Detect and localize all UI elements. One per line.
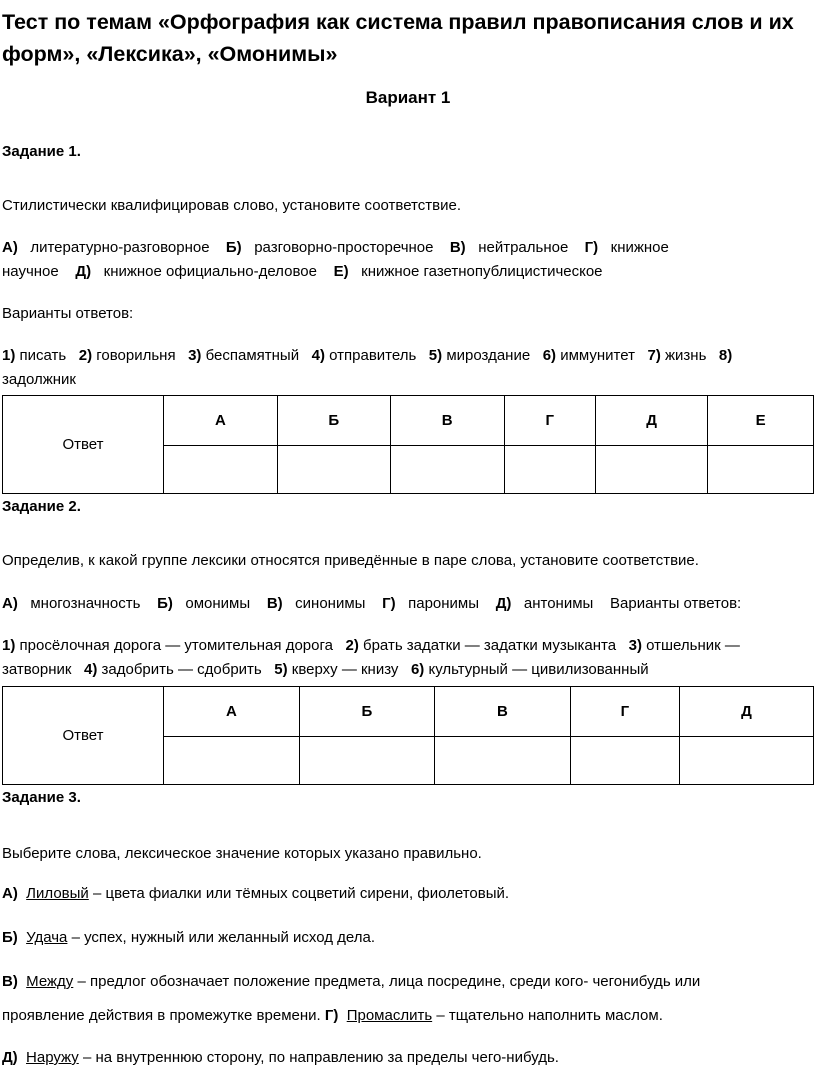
option-text: антонимы <box>523 595 594 612</box>
task2-answers-line2: затворник 4) задобрить — сдобрить 5) кверху — книзу 6) культурный — цивилизованный <box>2 661 649 678</box>
task1-answers-line2: задолжник <box>2 371 76 388</box>
answer-text: иммунитет <box>560 347 635 364</box>
option-text: нейтральное <box>478 239 569 256</box>
option-text: литературно-разговорное <box>30 239 210 256</box>
task2-instruction: Определив, к какой группе лексики относятся приведённые в паре слова, установите соответствие. <box>2 552 699 569</box>
option-letter: Е) <box>333 263 349 280</box>
task1-heading: Задание 1. <box>2 143 81 160</box>
answer-num: 2) <box>78 347 93 364</box>
task1-answer-table <box>2 395 814 494</box>
option-letter: Б) <box>225 239 242 256</box>
answer-cell[interactable] <box>679 737 813 785</box>
option-text: омонимы <box>185 595 251 612</box>
answer-cell[interactable] <box>390 446 504 494</box>
table-column-header: Д <box>595 396 707 446</box>
table-column-header: Б <box>299 687 434 737</box>
item-word: Лиловый <box>26 885 89 902</box>
option-letter: Д) <box>495 595 512 612</box>
answer-text: жизнь <box>665 347 707 364</box>
item-definition: – успех, нужный или желанный исход дела. <box>71 929 376 946</box>
answer-cell[interactable] <box>504 446 595 494</box>
answer-cell[interactable] <box>277 446 390 494</box>
task2-heading: Задание 2. <box>2 498 81 515</box>
task1-options-line2: научное Д) книжное официально-деловое Е) книжное газетнопублицистическое <box>2 263 603 280</box>
option-text: многозначность <box>30 595 141 612</box>
answer-text: культурный — цивилизованный <box>428 661 649 678</box>
answer-text: просёлочная дорога — утомительная дорога <box>19 637 333 654</box>
answer-num: 5) <box>428 347 443 364</box>
answer-text: мироздание <box>446 347 531 364</box>
item-word: Удача <box>26 929 68 946</box>
task1-instruction: Стилистически квалифицировав слово, установите соответствие. <box>2 197 461 214</box>
answer-num: 6) <box>410 661 425 678</box>
item-letter: Г) <box>324 1007 339 1024</box>
answer-text: говорильня <box>96 347 176 364</box>
answer-cell[interactable] <box>299 737 434 785</box>
item-definition: – цвета фиалки или тёмных соцветий сирени, фиолетовый. <box>92 885 510 902</box>
task2-answers-label: Варианты ответов: <box>610 595 742 612</box>
answer-cell[interactable] <box>434 737 570 785</box>
item-letter: В) <box>2 973 18 990</box>
item-letter: А) <box>2 885 18 902</box>
option-text: паронимы <box>408 595 480 612</box>
answer-num: 2) <box>345 637 359 654</box>
answer-text: задобрить — сдобрить <box>101 661 262 678</box>
task1-answers-line1 <box>2 344 732 368</box>
answer-text: беспамятный <box>205 347 300 364</box>
table-column-header: В <box>434 687 570 737</box>
option-letter: А) <box>2 595 18 612</box>
table-column-header: Г <box>570 687 679 737</box>
table-column-header: Д <box>679 687 813 737</box>
page-title: Тест по темам «Орфография как система правил правописания слов и их форм», «Лексика», «Омонимы» <box>2 10 794 66</box>
task3-item-b <box>2 926 375 950</box>
table-column-header: Е <box>708 396 814 446</box>
answer-cell[interactable] <box>570 737 679 785</box>
task3-heading: Задание 3. <box>2 789 81 806</box>
option-text: разговорно-просторечное <box>254 239 434 256</box>
task3-instruction: Выберите слова, лексическое значение которых указано правильно. <box>2 845 482 862</box>
answer-text: писать <box>19 347 67 364</box>
item-definition: проявление действия в промежутке времени. <box>2 1007 321 1024</box>
task1-options-line1: А) литературно-разговорное Б) разговорно-просторечное В) нейтральное Г) книжное <box>2 239 669 256</box>
table-column-header: В <box>390 396 504 446</box>
answer-num: 4) <box>83 661 98 678</box>
task2-options <box>2 592 741 616</box>
task3-item-c-cont <box>2 1004 663 1028</box>
option-letter: Г) <box>584 239 599 256</box>
table-column-header: А <box>164 687 300 737</box>
answer-text: кверху — книзу <box>291 661 399 678</box>
answer-cell[interactable] <box>164 737 300 785</box>
item-word: Наружу <box>26 1049 79 1066</box>
item-word: Между <box>26 973 74 990</box>
option-text: книжное газетнопублицистическое <box>361 263 603 280</box>
task3-item-d <box>2 1046 559 1070</box>
task3-item-c <box>2 970 700 994</box>
item-definition: – тщательно наполнить маслом. <box>436 1007 663 1024</box>
option-letter: В) <box>449 239 466 256</box>
table-column-header: Г <box>504 396 595 446</box>
answer-num: 1) <box>2 637 16 654</box>
answer-num: 1) <box>2 347 16 364</box>
answer-cell[interactable] <box>595 446 707 494</box>
item-letter: Б) <box>2 929 18 946</box>
option-letter: В) <box>266 595 283 612</box>
option-text: книжное официально-деловое <box>103 263 317 280</box>
option-letter: А) <box>2 239 18 256</box>
item-definition: – предлог обозначает положение предмета, лица посредине, среди кого- чегонибудь или <box>77 973 701 990</box>
answer-num: 5) <box>274 661 288 678</box>
table-column-header: А <box>164 396 278 446</box>
answer-row-label: Ответ <box>3 687 164 785</box>
task2-answer-table <box>2 686 814 785</box>
item-letter: Д) <box>2 1049 18 1066</box>
answer-num: 4) <box>311 347 325 364</box>
option-letter: Б) <box>157 595 173 612</box>
answer-row-label: Ответ <box>3 396 164 494</box>
task3-item-a <box>2 882 509 906</box>
answer-text: брать задатки — задатки музыканта <box>363 637 617 654</box>
answer-num: 7) <box>647 347 661 364</box>
task1-answers-label: Варианты ответов: <box>2 305 134 322</box>
answer-num: 8) <box>718 347 733 364</box>
item-word: Промаслить <box>346 1007 433 1024</box>
option-letter: Г) <box>382 595 396 612</box>
answer-cell[interactable] <box>164 446 278 494</box>
answer-cell[interactable] <box>708 446 814 494</box>
table-column-header: Б <box>277 396 390 446</box>
answer-text: отправитель <box>329 347 417 364</box>
answer-num: 3) <box>628 637 642 654</box>
variant-heading: Вариант 1 <box>365 88 451 107</box>
option-letter: Д) <box>75 263 92 280</box>
answer-num: 3) <box>188 347 202 364</box>
item-definition: – на внутреннюю сторону, по направлению за пределы чего-нибудь. <box>82 1049 559 1066</box>
task2-answers-line1: 1) просёлочная дорога — утомительная дорога 2) брать задатки — задатки музыканта 3) отшельник — <box>2 637 740 654</box>
answer-num: 6) <box>542 347 557 364</box>
option-text: синонимы <box>295 595 366 612</box>
